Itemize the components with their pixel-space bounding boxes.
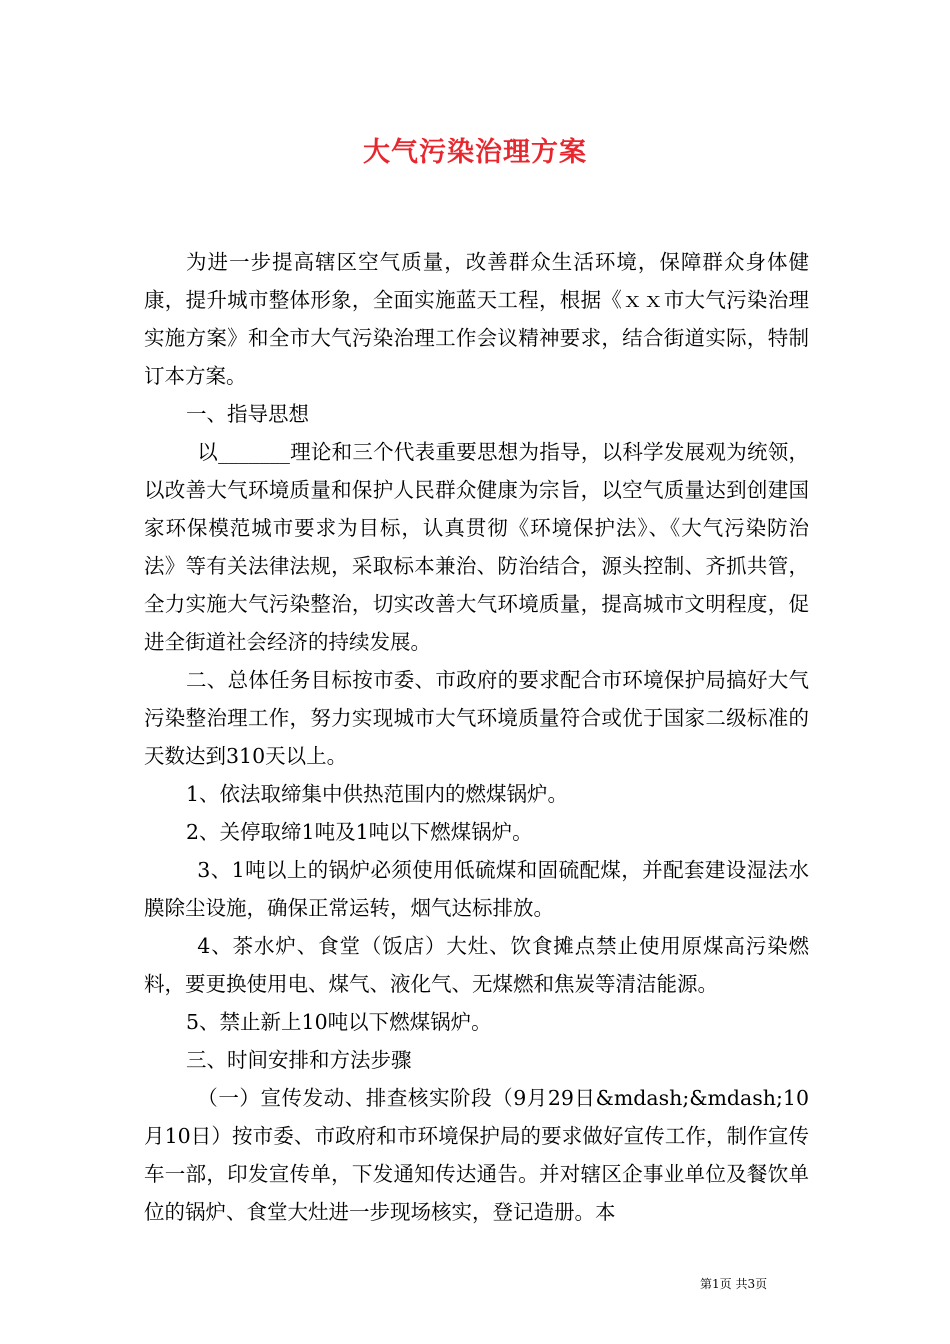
document-title: 大气污染治理方案 <box>363 137 587 168</box>
list-item: 5、禁止新上10吨以下燃煤锅炉。 <box>186 1010 492 1034</box>
section-heading-1: 一、指导思想 <box>186 402 310 426</box>
list-item: 3、1吨以上的锅炉必须使用低硫煤和固硫配煤，并配套建设湿法水膜除尘设施，确保正常运转，烟气达标排放。 <box>144 858 809 920</box>
list-item: 1、依法取缔集中供热范围内的燃煤锅炉。 <box>186 782 569 806</box>
page-number-footer: 第1页 共3页 <box>700 1277 768 1291</box>
guiding-ideology-paragraph: 以_______理论和三个代表重要思想为指导，以科学发展观为统领，以改善大气环境质量和保护人民群众健康为宗旨，以空气质量达到创建国家环保模范城市要求为目标，认真贯彻《环境保护法》、《大气污染防治法》等有关法律法规，采取标本兼治、防治结合，源头控制、齐抓共管，全力实施大气污染整治，切实改善大气环境质量，提高城市文明程度，促进全街道社会经济的持续发展。 <box>144 440 809 654</box>
section-heading-3: 三、时间安排和方法步骤 <box>186 1048 412 1072</box>
intro-paragraph: 为进一步提高辖区空气质量，改善群众生活环境，保障群众身体健康，提升城市整体形象，全面实施蓝天工程，根据《ｘｘ市大气污染治理实施方案》和全市大气污染治理工作会议精神要求，结合街道实际，特制订本方案。 <box>144 250 809 388</box>
phase-one-paragraph: （一）宣传发动、排查核实阶段（9月29日&mdash;&mdash;10月10日）按市委、市政府和市环境保护局的要求做好宣传工作，制作宣传车一部，印发宣传单，下发通知传达通告。并对辖区企事业单位及餐饮单位的锅炉、食堂大灶进一步现场核实，登记造册。本 <box>144 1086 809 1224</box>
document-body <box>144 243 809 1231</box>
list-item: 2、关停取缔1吨及1吨以下燃煤锅炉。 <box>186 820 533 844</box>
list-item: 4、茶水炉、食堂（饭店）大灶、饮食摊点禁止使用原煤高污染燃料，要更换使用电、煤气、液化气、无煤燃和焦炭等清洁能源。 <box>144 934 809 996</box>
section-heading-2-paragraph: 二、总体任务目标按市委、市政府的要求配合市环境保护局搞好大气污染整治理工作，努力实现城市大气环境质量符合或优于国家二级标准的天数达到310天以上。 <box>144 668 809 768</box>
